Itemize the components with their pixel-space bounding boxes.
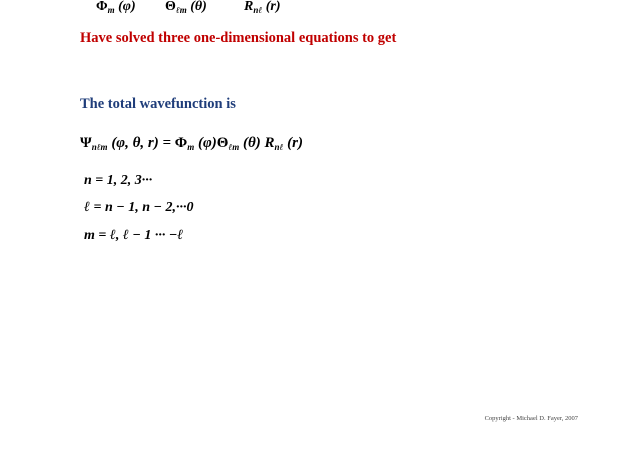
phi-function — [96, 0, 136, 15]
rhs-phi-symbol: Φ — [174, 135, 188, 151]
phi-argument: (φ) — [118, 0, 136, 14]
psi-symbol: Ψ — [80, 135, 92, 151]
phi-subscript: m — [107, 5, 115, 15]
psi-arguments: (φ, θ, r) = — [111, 135, 175, 151]
rhs-phi-subscript: m — [187, 142, 195, 152]
phi-symbol: Φ — [96, 0, 108, 14]
rhs-r-symbol: R — [264, 135, 275, 151]
radial-subscript: nℓ — [253, 5, 263, 15]
theta-subscript: ℓm — [175, 5, 187, 15]
rhs-theta-argument: (θ) — [243, 135, 261, 151]
psi-subscript: nℓm — [91, 142, 108, 152]
radial-function — [244, 0, 280, 15]
theta-argument: (θ) — [190, 0, 207, 14]
slide-heading-wavefunction: The total wavefunction is — [80, 96, 236, 112]
slide-heading-solved: Have solved three one-dimensional equations to get — [80, 30, 397, 46]
rhs-phi-argument: (φ) — [197, 135, 217, 151]
m-quantum-number-range: m = ℓ, ℓ − 1 ··· −ℓ — [84, 228, 184, 243]
copyright-footer: Copyright - Michael D. Fayer, 2007 — [484, 415, 578, 422]
l-quantum-number-range: ℓ = n − 1, n − 2,···0 — [84, 200, 194, 215]
separated-functions — [0, 0, 638, 20]
rhs-theta-symbol: Θ — [216, 135, 229, 151]
n-quantum-number-range: n = 1, 2, 3··· — [84, 173, 153, 188]
theta-symbol: Θ — [165, 0, 176, 14]
radial-argument: (r) — [265, 0, 281, 14]
rhs-r-argument: (r) — [287, 135, 303, 151]
radial-symbol: R — [244, 0, 254, 14]
theta-function — [165, 0, 207, 15]
wavefunction-equation — [80, 136, 303, 152]
rhs-theta-subscript: ℓm — [228, 142, 240, 152]
rhs-r-subscript: nℓ — [274, 142, 284, 152]
